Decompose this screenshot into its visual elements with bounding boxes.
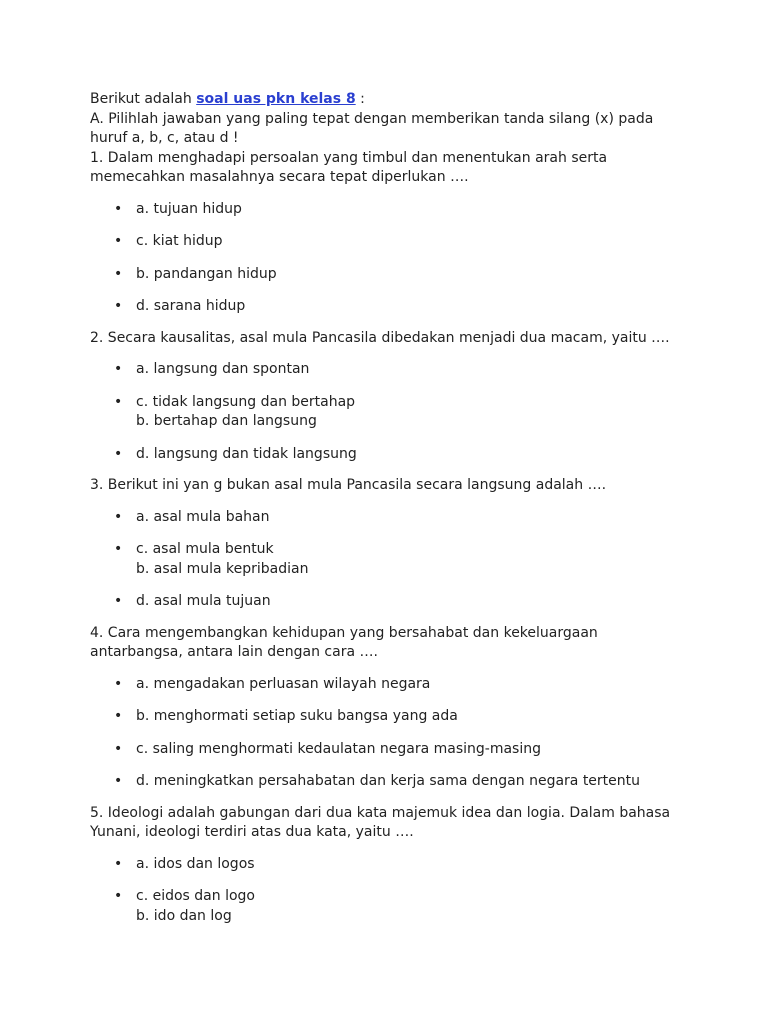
bullet-icon: • <box>114 855 123 872</box>
bullet-icon: • <box>114 298 123 314</box>
option-text: c. asal mula bentuk <box>136 541 274 557</box>
option-text: a. idos dan logos <box>136 855 255 872</box>
question-text: 1. Dalam menghadapi persoalan yang timbul dan menentukan arah serta <box>90 149 608 166</box>
bullet-icon: • <box>114 508 123 525</box>
instruction-line-1: A. Pilihlah jawaban yang paling tepat dengan memberikan tanda silang (x) pada <box>90 110 654 127</box>
intro-line <box>90 90 728 110</box>
question-block <box>90 149 728 317</box>
option-text: a. mengadakan perluasan wilayah negara <box>136 675 431 692</box>
option-text: c. saling menghormati kedaulatan negara masing-masing <box>136 740 541 757</box>
option-item <box>114 540 728 579</box>
option-item <box>114 592 728 612</box>
instruction-line-2: huruf a, b, c, atau d ! <box>90 130 239 146</box>
option-item <box>114 200 728 220</box>
option-subtext: b. asal mula kepribadian <box>136 560 309 577</box>
intro-prefix: Berikut adalah <box>90 91 197 107</box>
bullet-icon: • <box>114 888 123 904</box>
option-text: b. menghormati setiap suku bangsa yang ada <box>136 708 458 724</box>
question-list <box>90 149 728 927</box>
question-text: 3. Berikut ini yan g bukan asal mula Pancasila secara langsung adalah …. <box>90 477 607 493</box>
option-text: d. asal mula tujuan <box>136 593 271 609</box>
question-text: 5. Ideologi adalah gabungan dari dua kata majemuk idea dan logia. Dalam bahasa <box>90 804 671 821</box>
option-list <box>90 855 728 927</box>
question-text: antarbangsa, antara lain dengan cara …. <box>90 644 378 660</box>
option-text: b. pandangan hidup <box>136 265 277 282</box>
intro-suffix: : <box>355 91 365 107</box>
bullet-icon: • <box>114 773 123 789</box>
option-item <box>114 855 728 875</box>
option-list <box>90 508 728 612</box>
option-item <box>114 707 728 727</box>
bullet-icon: • <box>114 541 123 557</box>
option-text: a. langsung dan spontan <box>136 361 310 377</box>
question-block <box>90 624 728 792</box>
option-list <box>90 200 728 317</box>
option-item <box>114 360 728 380</box>
bullet-icon: • <box>114 708 123 724</box>
bullet-icon: • <box>114 445 123 462</box>
option-text: c. eidos dan logo <box>136 888 255 904</box>
option-text: d. meningkatkan persahabatan dan kerja sama dengan negara tertentu <box>136 773 641 789</box>
bullet-icon: • <box>114 265 123 282</box>
question-block <box>90 476 728 612</box>
option-subtext: b. bertahap dan langsung <box>136 413 317 429</box>
option-text: d. sarana hidup <box>136 298 246 314</box>
option-text: c. tidak langsung dan bertahap <box>136 393 356 410</box>
bullet-icon: • <box>114 675 123 692</box>
option-list <box>90 675 728 792</box>
option-item <box>114 887 728 926</box>
option-text: a. asal mula bahan <box>136 508 270 525</box>
option-subtext: b. ido dan log <box>136 907 232 924</box>
bullet-icon: • <box>114 393 123 410</box>
option-text: c. kiat hidup <box>136 233 223 249</box>
bullet-icon: • <box>114 593 123 609</box>
option-text: a. tujuan hidup <box>136 200 242 217</box>
option-text: d. langsung dan tidak langsung <box>136 445 357 462</box>
bullet-icon: • <box>114 200 123 217</box>
intro-link[interactable]: soal uas pkn kelas 8 <box>196 91 356 107</box>
question-block <box>90 329 728 465</box>
question-text: 2. Secara kausalitas, asal mula Pancasila dibedakan menjadi dua macam, yaitu …. <box>90 329 670 346</box>
question-text: memecahkan masalahnya secara tepat diperlukan …. <box>90 169 469 185</box>
option-item <box>114 675 728 695</box>
option-item <box>114 445 728 465</box>
option-item <box>114 297 728 317</box>
question-block <box>90 804 728 927</box>
bullet-icon: • <box>114 361 123 377</box>
option-item <box>114 232 728 252</box>
question-text: 4. Cara mengembangkan kehidupan yang bersahabat dan kekeluargaan <box>90 624 598 641</box>
option-item <box>114 508 728 528</box>
option-list <box>90 360 728 464</box>
bullet-icon: • <box>114 740 123 757</box>
option-item <box>114 772 728 792</box>
option-item <box>114 393 728 432</box>
option-item <box>114 265 728 285</box>
question-text: Yunani, ideologi terdiri atas dua kata, yaitu …. <box>90 824 414 840</box>
option-item <box>114 740 728 760</box>
bullet-icon: • <box>114 233 123 249</box>
